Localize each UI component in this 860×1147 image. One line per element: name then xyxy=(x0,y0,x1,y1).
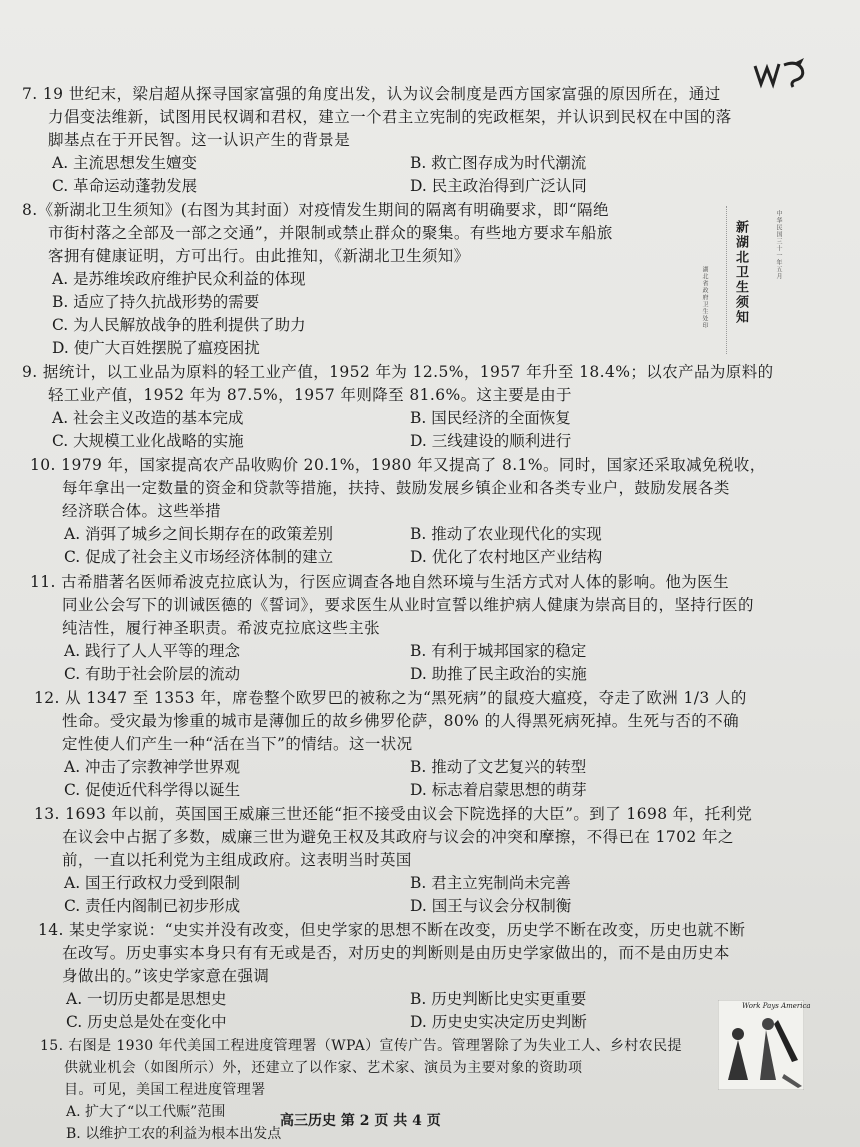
q8-option-d: D. 使广大百姓摆脱了瘟疫困扰 xyxy=(52,339,260,357)
q15-stem-line-3: 目。可见，美国工程进度管理署 xyxy=(64,1082,266,1098)
q13-stem-line-1: 13. 1693 年以前，英国国王威廉三世还能“拒不接受由议会下院选择的大臣”。到了 1698 年，托利党 xyxy=(34,805,753,823)
q10-option-d: D. 优化了农村地区产业结构 xyxy=(410,548,603,566)
q15-stem-line-2: 供就业机会（如图所示）外，还建立了以作家、艺术家、演员为主要对象的资助项 xyxy=(64,1060,583,1076)
q14-option-d: D. 历史史实决定历史判断 xyxy=(410,1013,587,1031)
q10-option-c: C. 促成了社会主义市场经济体制的建立 xyxy=(64,548,334,566)
q12-stem-line-3: 定性使人们产生一种“活在当下”的情结。这一状况 xyxy=(62,735,413,753)
q8-option-a: A. 是苏维埃政府维护民众利益的体现 xyxy=(52,270,306,288)
q13-option-c: C. 责任内阁制已初步形成 xyxy=(64,897,241,915)
q8-stem-line-2: 市街村落之全部及一部之交通”，并限制或禁止群众的聚集。有些地方要求车船旅 xyxy=(48,224,613,242)
q14-stem-line-1: 14. 某史学家说：“史实并没有改变，但史学家的思想不断在改变，历史学不断在改变，历史也就不断 xyxy=(38,921,746,939)
q9-option-d: D. 三线建设的顺利进行 xyxy=(410,432,572,450)
q14-option-b: B. 历史判断比史实更重要 xyxy=(410,990,587,1008)
cover-side-right: 中华民国三十一年五月 xyxy=(775,210,782,280)
q8-stem-line-3: 客拥有健康证明，方可出行。由此推知，《新湖北卫生须知》 xyxy=(48,247,470,265)
q13-option-a: A. 国王行政权力受到限制 xyxy=(64,874,241,892)
q12-option-d: D. 标志着启蒙思想的萌芽 xyxy=(410,781,587,799)
q7-option-a: A. 主流思想发生嬗变 xyxy=(52,154,198,172)
brand-logo-icon xyxy=(752,56,808,90)
q10-stem-line-2: 每年拿出一定数量的资金和贷款等措施，扶持、鼓励发展乡镇企业和各类专业户，鼓励发展各类 xyxy=(62,479,730,497)
q11-option-a: A. 践行了人人平等的理念 xyxy=(64,642,241,660)
q12-stem-line-2: 性命。受灾最为惨重的城市是薄伽丘的故乡佛罗伦萨，80% 的人得黑死病死掉。生死与否的不确 xyxy=(62,712,739,730)
q14-stem-line-2: 在改写。历史事实本身只有有无或是否，对历史的判断则是由历史学家做出的，而不是由历史本 xyxy=(62,944,730,962)
hygiene-booklet-cover xyxy=(701,206,815,354)
cover-side-left: 湖北省政府卫生处印 xyxy=(701,266,708,329)
page-footer: 高三历史 第 2 页 共 4 页 xyxy=(280,1113,441,1129)
q11-stem-line-2: 同业公会写下的训诫医德的《誓词》，要求医生从业时宣誓以维护病人健康为崇高目的，坚持行医的 xyxy=(62,596,754,614)
q10-stem-line-3: 经济联合体。这些举措 xyxy=(62,502,222,520)
q15-option-a: A. 扩大了“以工代赈”范围 xyxy=(66,1104,226,1120)
q13-stem-line-3: 前，一直以托利党为主组成政府。这表明当时英国 xyxy=(62,851,412,869)
q14-stem-line-3: 身做出的。”该史学家意在强调 xyxy=(62,967,270,985)
q11-stem-line-3: 纯洁性，履行神圣职责。希波克拉底这些主张 xyxy=(62,619,381,637)
q12-option-a: A. 冲击了宗教神学世界观 xyxy=(64,758,241,776)
q10-option-a: A. 消弭了城乡之间长期存在的政策差别 xyxy=(64,525,334,543)
q14-option-c: C. 历史总是处在变化中 xyxy=(66,1013,227,1031)
wpa-poster-caption: Work Pays America xyxy=(742,1002,811,1010)
q9-option-b: B. 国民经济的全面恢复 xyxy=(410,409,571,427)
q12-option-b: B. 推动了文艺复兴的转型 xyxy=(410,758,587,776)
q8-option-c: C. 为人民解放战争的胜利提供了助力 xyxy=(52,316,306,334)
q11-option-b: B. 有利于城邦国家的稳定 xyxy=(410,642,587,660)
q7-option-d: D. 民主政治得到广泛认同 xyxy=(410,177,587,195)
cover-title: 新湖北卫生须知 xyxy=(733,220,748,325)
q10-stem-line-1: 10. 1979 年，国家提高农产品收购价 20.1%，1980 年又提高了 8.1%。同时，国家还采取减免税收， xyxy=(30,456,766,474)
q7-option-b: B. 救亡图存成为时代潮流 xyxy=(410,154,587,172)
q14-option-a: A. 一切历史都是思想史 xyxy=(66,990,227,1008)
wpa-poster-image xyxy=(718,1000,804,1090)
q10-option-b: B. 推动了农业现代化的实现 xyxy=(410,525,602,543)
q13-option-b: B. 君主立宪制尚未完善 xyxy=(410,874,571,892)
q8-option-b: B. 适应了持久抗战形势的需要 xyxy=(52,293,260,311)
q15-option-b: B. 以维护工农的利益为根本出发点 xyxy=(66,1126,282,1142)
q12-option-c: C. 促使近代科学得以诞生 xyxy=(64,781,241,799)
q11-option-d: D. 助推了民主政治的实施 xyxy=(410,665,587,683)
q9-stem-line-1: 9. 据统计，以工业品为原料的轻工业产值，1952 年为 12.5%，1957 年升至 18.4%；以农产品为原料的 xyxy=(22,363,774,381)
q7-stem-line-1: 7. 19 世纪末，梁启超从探寻国家富强的角度出发，认为议会制度是西方国家富强的原因所在，通过 xyxy=(22,85,721,103)
q7-stem-line-3: 脚基点在于开民智。这一认识产生的背景是 xyxy=(48,131,351,149)
q11-stem-line-1: 11. 古希腊著名医师希波克拉底认为，行医应调查各地自然环境与生活方式对人体的影响。他为医生 xyxy=(30,573,729,591)
q8-stem-line-1: 8.《新湖北卫生须知》(右图为其封面）对疫情发生期间的隔离有明确要求，即“隔绝 xyxy=(22,201,609,219)
q9-stem-line-2: 轻工业产值，1952 年为 87.5%，1957 年则降至 81.6%。这主要是由于 xyxy=(48,386,572,404)
q9-option-c: C. 大规模工业化战略的实施 xyxy=(52,432,244,450)
q12-stem-line-1: 12. 从 1347 至 1353 年，席卷整个欧罗巴的被称之为“黑死病”的鼠疫大瘟疫，夺走了欧洲 1/3 人的 xyxy=(34,689,747,707)
q13-option-d: D. 国王与议会分权制衡 xyxy=(410,897,572,915)
q7-option-c: C. 革命运动蓬勃发展 xyxy=(52,177,198,195)
q9-option-a: A. 社会主义改造的基本完成 xyxy=(52,409,244,427)
q13-stem-line-2: 在议会中占据了多数，威廉三世为避免王权及其政府与议会的冲突和摩擦，不得已在 1702 年之 xyxy=(62,828,734,846)
q7-stem-line-2: 力倡变法维新，试图用民权调和君权，建立一个君主立宪制的宪政框架，并认识到民权在中国的落 xyxy=(48,108,732,126)
q11-option-c: C. 有助于社会阶层的流动 xyxy=(64,665,241,683)
q15-stem-line-1: 15. 右图是 1930 年代美国工程进度管理署（WPA）宣传广告。管理署除了为失业工人、乡村农民提 xyxy=(40,1038,682,1054)
